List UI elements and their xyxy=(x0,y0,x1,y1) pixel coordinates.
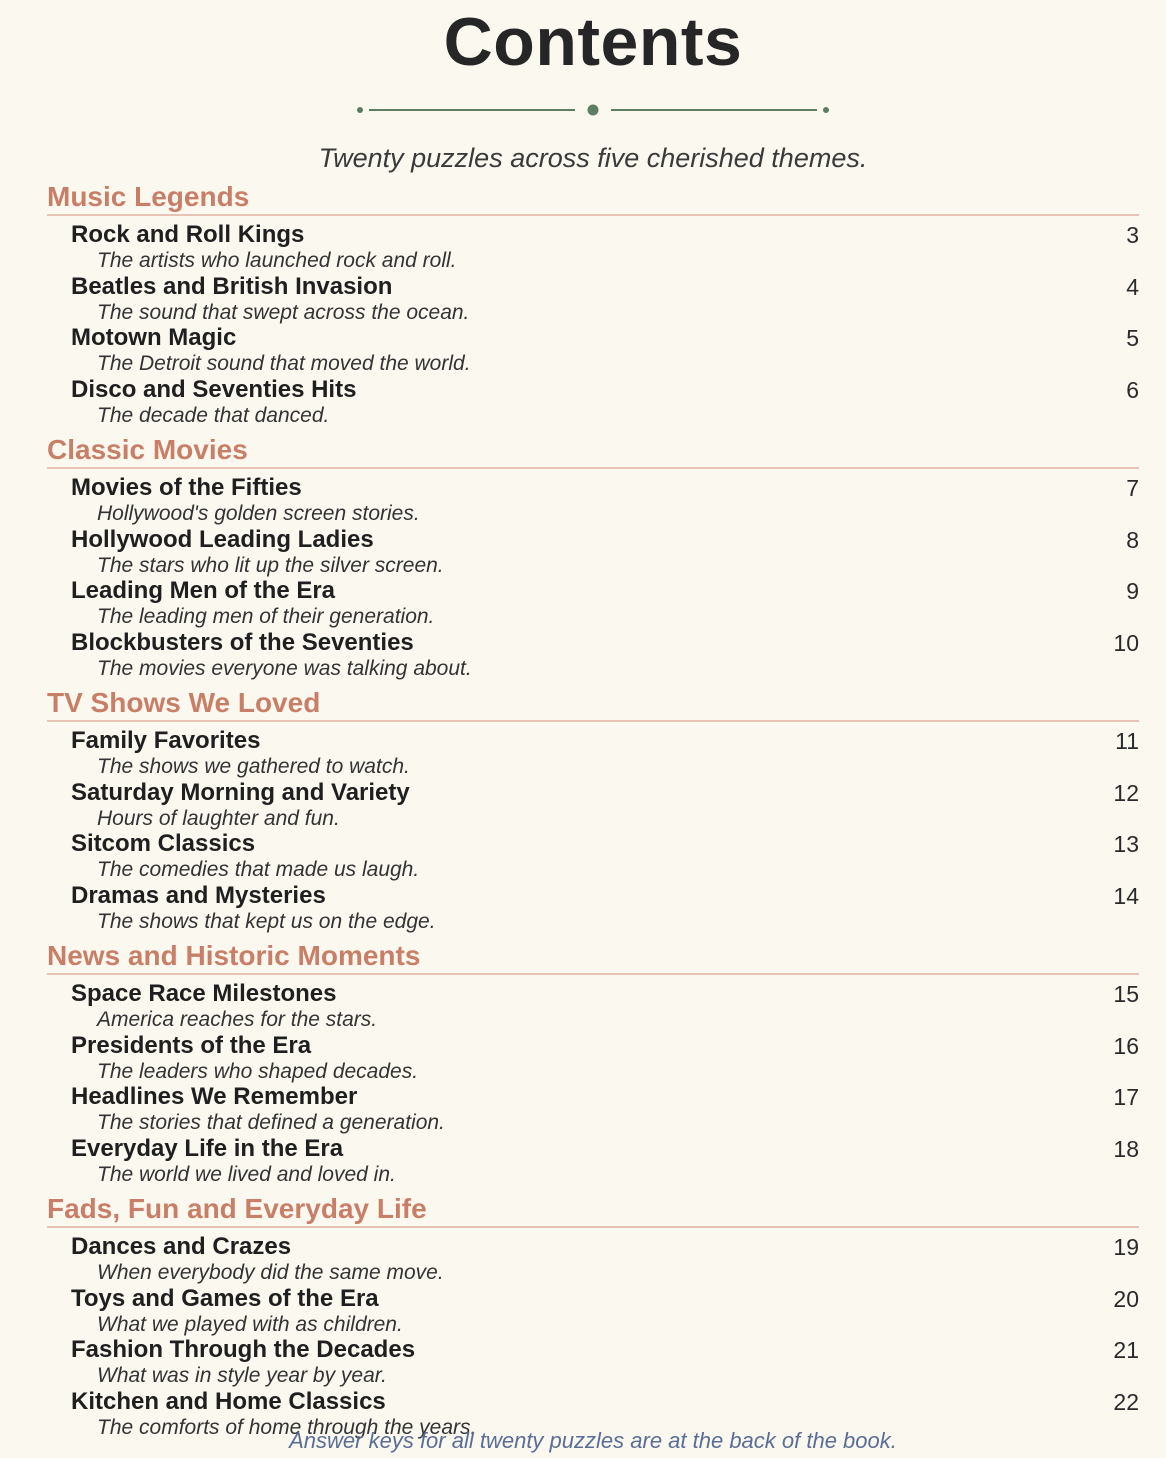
entry-description: The movies everyone was talking about. xyxy=(97,656,472,680)
table-of-contents xyxy=(47,180,1139,1439)
entry-title: Presidents of the Era xyxy=(71,1031,312,1059)
section-heading: Classic Movies xyxy=(47,433,1139,469)
toc-section xyxy=(47,180,1139,427)
toc-entry[interactable] xyxy=(47,526,1139,578)
entry-page-number: 17 xyxy=(1113,1084,1139,1110)
entry-page-number: 9 xyxy=(1126,578,1139,604)
entry-description: What was in style year by year. xyxy=(97,1364,387,1387)
entry-description: Hours of laughter and fun. xyxy=(97,806,340,830)
entry-description: The sound that swept across the ocean. xyxy=(97,300,470,324)
toc-entry[interactable] xyxy=(47,474,1139,526)
entry-title: Motown Magic xyxy=(71,324,237,351)
entry-title: Space Race Milestones xyxy=(71,980,337,1007)
entry-description: The Detroit sound that moved the world. xyxy=(97,352,471,375)
toc-entry[interactable] xyxy=(47,273,1139,325)
toc-entry[interactable] xyxy=(47,324,1139,376)
entry-description: The artists who launched rock and roll. xyxy=(97,249,457,272)
toc-entry[interactable] xyxy=(47,1032,1139,1084)
entry-description: The shows that kept us on the edge. xyxy=(97,909,436,933)
section-heading: TV Shows We Loved xyxy=(47,686,1139,722)
toc-entry[interactable] xyxy=(47,727,1139,779)
toc-entry[interactable] xyxy=(47,1336,1139,1388)
entry-title: Blockbusters of the Seventies xyxy=(71,628,414,656)
entry-description: The stories that defined a generation. xyxy=(97,1111,445,1134)
section-heading: Fads, Fun and Everyday Life xyxy=(47,1192,1139,1228)
entry-title: Rock and Roll Kings xyxy=(71,221,305,248)
toc-entry[interactable] xyxy=(47,629,1139,681)
entry-description: The world we lived and loved in. xyxy=(97,1162,396,1186)
section-heading: Music Legends xyxy=(47,180,1139,216)
toc-entry[interactable] xyxy=(47,1135,1139,1187)
entry-page-number: 13 xyxy=(1113,831,1139,857)
toc-entry[interactable] xyxy=(47,980,1139,1032)
entry-description: Hollywood's golden screen stories. xyxy=(97,502,420,525)
answer-key-note: Answer keys for all twenty puzzles are at the back of the book. xyxy=(289,1428,897,1453)
page-title: Contents xyxy=(443,4,743,80)
toc-section xyxy=(47,1192,1139,1439)
entry-title: Everyday Life in the Era xyxy=(71,1134,344,1162)
toc-entry[interactable] xyxy=(47,1233,1139,1285)
entry-title: Saturday Morning and Variety xyxy=(71,778,410,806)
entry-page-number: 6 xyxy=(1126,376,1139,403)
entry-description: The leaders who shaped decades. xyxy=(97,1059,419,1083)
toc-section xyxy=(47,433,1139,680)
entry-title: Dances and Crazes xyxy=(71,1233,292,1260)
entry-page-number: 8 xyxy=(1126,526,1139,553)
toc-section xyxy=(47,939,1139,1186)
entry-title: Headlines We Remember xyxy=(71,1083,358,1110)
entry-page-number: 5 xyxy=(1126,325,1139,351)
entry-description: America reaches for the stars. xyxy=(97,1008,378,1031)
entry-page-number: 22 xyxy=(1113,1388,1139,1415)
toc-entry[interactable] xyxy=(47,882,1139,934)
entry-title: Toys and Games of the Era xyxy=(71,1284,379,1312)
entry-page-number: 18 xyxy=(1113,1135,1139,1162)
entry-title: Fashion Through the Decades xyxy=(71,1336,416,1363)
entry-page-number: 19 xyxy=(1113,1234,1139,1260)
entry-title: Beatles and British Invasion xyxy=(71,272,393,300)
entry-title: Disco and Seventies Hits xyxy=(71,375,357,403)
entry-page-number: 14 xyxy=(1113,882,1139,909)
entry-page-number: 12 xyxy=(1113,779,1139,806)
entry-title: Hollywood Leading Ladies xyxy=(71,525,374,553)
entry-title: Family Favorites xyxy=(71,727,261,754)
toc-entry[interactable] xyxy=(47,1285,1139,1337)
toc-entry[interactable] xyxy=(47,779,1139,831)
entry-page-number: 11 xyxy=(1115,728,1139,754)
entry-page-number: 16 xyxy=(1113,1032,1139,1059)
entry-title: Sitcom Classics xyxy=(71,830,256,857)
decorative-divider xyxy=(355,103,831,117)
toc-entry[interactable] xyxy=(47,1083,1139,1135)
page-subtitle: Twenty puzzles across five cherished themes. xyxy=(318,143,868,173)
entry-page-number: 7 xyxy=(1126,475,1139,501)
toc-section xyxy=(47,686,1139,933)
entry-description: When everybody did the same move. xyxy=(97,1261,444,1284)
section-heading: News and Historic Moments xyxy=(47,939,1139,975)
entry-description: The decade that danced. xyxy=(97,403,330,427)
entry-title: Dramas and Mysteries xyxy=(71,881,326,909)
toc-entry[interactable] xyxy=(47,376,1139,428)
toc-entry[interactable] xyxy=(47,577,1139,629)
toc-entry[interactable] xyxy=(47,221,1139,273)
entry-page-number: 21 xyxy=(1113,1337,1139,1363)
entry-page-number: 3 xyxy=(1126,222,1139,248)
entry-description: The shows we gathered to watch. xyxy=(97,755,410,778)
entry-page-number: 4 xyxy=(1126,273,1139,300)
entry-description: The stars who lit up the silver screen. xyxy=(97,553,444,577)
toc-entry[interactable] xyxy=(47,830,1139,882)
entry-title: Movies of the Fifties xyxy=(71,474,302,501)
entry-title: Leading Men of the Era xyxy=(71,577,336,604)
entry-description: The leading men of their generation. xyxy=(97,605,435,628)
entry-description: The comedies that made us laugh. xyxy=(97,858,420,881)
entry-page-number: 15 xyxy=(1113,981,1139,1007)
entry-title: Kitchen and Home Classics xyxy=(71,1387,386,1415)
entry-page-number: 10 xyxy=(1113,629,1139,656)
entry-description: The comforts of home through the years. xyxy=(97,1415,477,1439)
entry-description: What we played with as children. xyxy=(97,1312,403,1336)
entry-page-number: 20 xyxy=(1113,1285,1139,1312)
